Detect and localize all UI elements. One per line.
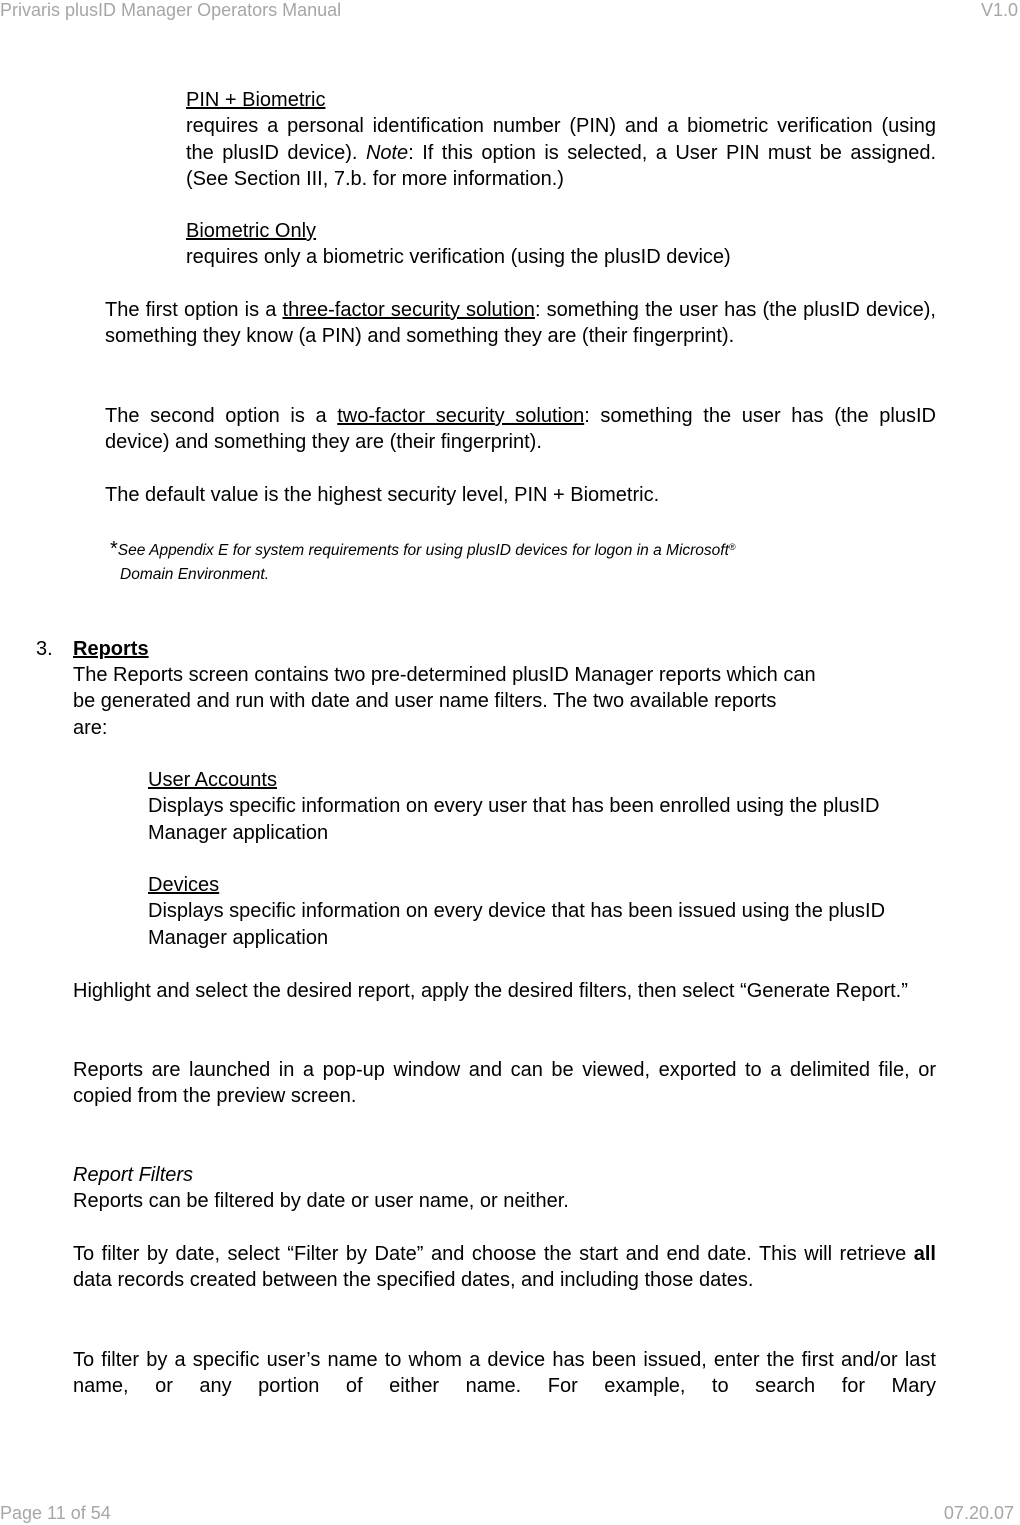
popup-paragraph: Reports are launched in a pop-up window and can be viewed, exported to a delimited file, or copied from the preview screen. [73,1059,936,1108]
pin-biometric-desc-post: : If this option is selected, a User PIN must be assigned. (See Section III, 7.b. for more information.) [186,141,936,191]
first-option-post: : something the user has (the plusID device), something they know (a PIN) and something they are (their fingerprint). [105,299,936,348]
second-option-pre: The second option is a [105,405,338,427]
first-option-paragraph [105,297,936,350]
report-filters-heading: Report Filters [73,1164,194,1186]
pin-biometric-title: PIN + Biometric [186,89,326,111]
note-asterisk: * [110,538,118,560]
biometric-only-description: requires only a biometric verification (using the plusID device) [186,246,731,269]
reports-intro [73,662,953,741]
reports-intro-line1: The Reports screen contains two pre-determined plusID Manager reports which can [73,664,816,686]
footer-page-number: Page 11 of 54 [0,1503,111,1523]
user-accounts-report [148,767,938,846]
footer-date: 07.20.07 [943,1503,1014,1523]
devices-description: Displays specific information on every device that has been issued using the plusID Manager application [148,900,886,949]
generate-report-paragraph: Highlight and select the desired report, apply the desired filters, then select “Generate Report.” [73,980,908,1002]
appendix-note [110,535,936,587]
header-title: Privaris plusID Manager Operators Manual [0,0,342,20]
registered-mark: ® [728,542,736,552]
pin-biometric-description [186,113,936,192]
first-option-pre: The first option is a [105,299,283,321]
filter-by-user-paragraph: To filter by a specific user’s name to whom a device has been issued, enter the first and/or last name, or any portion of either name. For example, to search for Mary [73,1349,936,1398]
section-title-reports: Reports [73,638,149,660]
default-value-paragraph: The default value is the highest security level, PIN + Biometric. [105,484,660,506]
section-number: 3. [36,638,53,660]
second-option-post: : something the user has (the plusID device) and something they are (their fingerprint). [105,405,937,454]
filter-by-date-paragraph [73,1241,936,1294]
second-option-paragraph [105,403,936,456]
report-filters-intro: Reports can be filtered by date or user name, or neither. [73,1190,569,1212]
user-accounts-description: Displays specific information on every user that has been enrolled using the plusID Manager application [148,795,880,844]
biometric-only-title: Biometric Only [186,220,317,242]
pin-biometric-option [186,87,936,193]
filter-date-pre: To filter by date, select “Filter by Date” and choose the start and end date. This will retrieve [73,1243,914,1265]
devices-title: Devices [148,874,220,896]
filter-date-bold: all [913,1243,936,1265]
header-version: V1.0 [980,0,1018,20]
user-accounts-title: User Accounts [148,769,277,791]
filter-date-post: data records created between the specified dates, and including those dates. [73,1269,754,1292]
note-label: Note [365,141,409,164]
two-factor-term: two-factor security solution [337,405,585,427]
pin-biometric-desc-pre: requires a personal identification number (PIN) and a biometric verification (using the plusID device). [186,115,936,164]
note-text-line2: Domain Environment. [120,566,270,583]
reports-intro-line2: be generated and run with date and user name filters. The two available reports [73,690,777,713]
biometric-only-option [186,218,936,271]
devices-report [148,872,938,951]
note-text: See Appendix E for system requirements for using plusID devices for logon in a Microsoft [117,542,729,559]
reports-intro-line3: are: [73,716,108,739]
three-factor-term: three-factor security solution [282,299,535,321]
